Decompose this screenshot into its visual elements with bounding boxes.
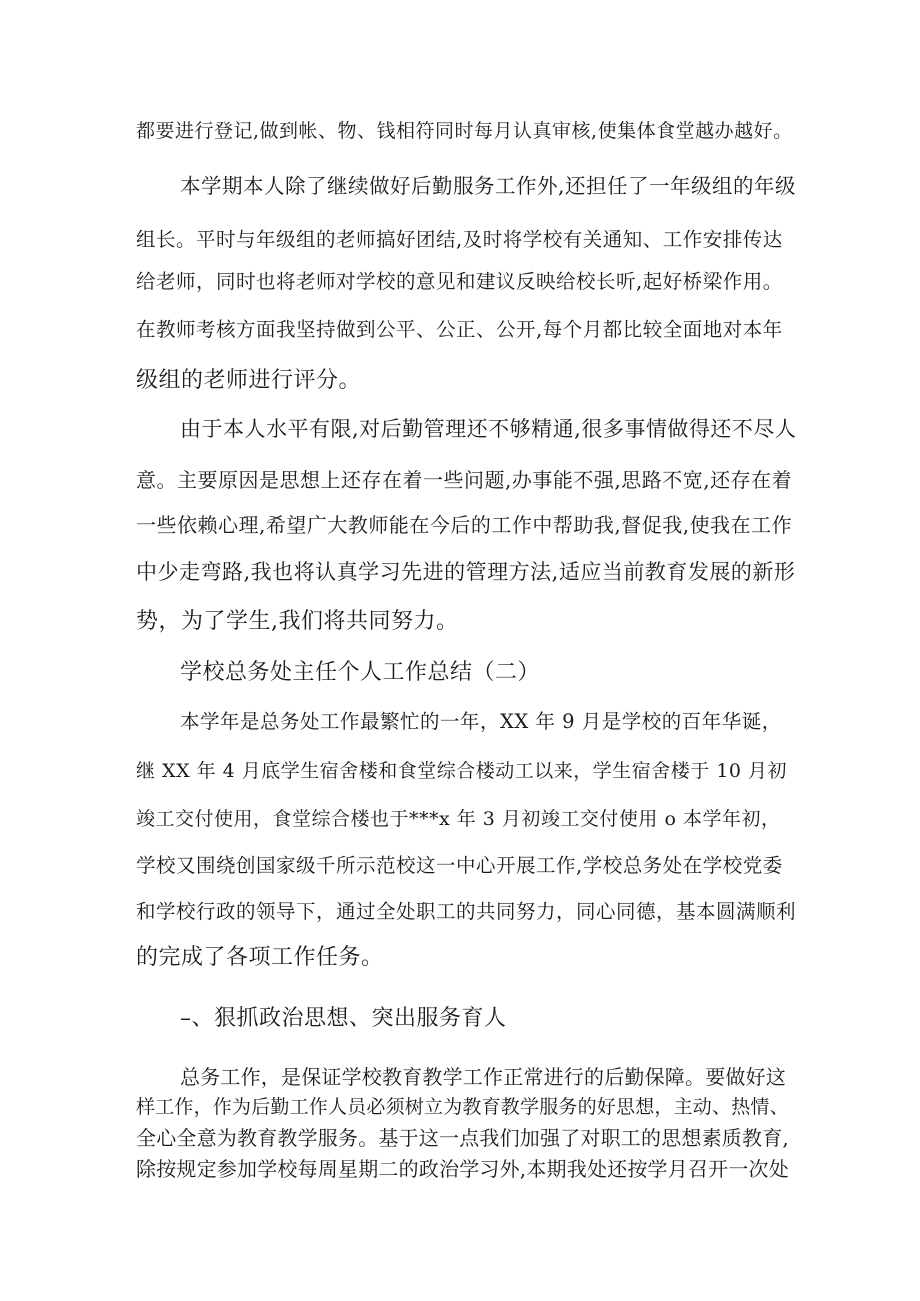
- text-line: 都要进行登记,做到帐、物、钱相符同时每月认真审核,使集体食堂越办越好。: [136, 120, 793, 142]
- paragraph-start: 本学年是总务处工作最繁忙的一年，XX 年 9 月是学校的百年华诞，: [180, 710, 782, 733]
- text-line: 势，为了学生,我们将共同努力。: [136, 609, 459, 634]
- text-line: 一些依赖心理,希望广大教师能在今后的工作中帮助我,督促我,使我在工作: [136, 513, 793, 537]
- text-line: 中少走弯路,我也将认真学习先进的管理方法,适应当前教育发展的新形: [136, 560, 796, 584]
- text-line: 竣工交付使用，食堂综合楼也于***x 年 3 月初竣工交付使用 o 本学年初，: [136, 808, 781, 830]
- text-line: 在教师考核方面我坚持做到公平、公正、公开,每个月都比较全面地对本年: [136, 318, 783, 341]
- text-line: 学校又围绕创国家级千所示范校这一中心开展工作,学校总务处在学校党委: [136, 854, 783, 877]
- paragraph-start: 总务工作，是保证学校教育教学工作正常进行的后勤保障。要做好这: [180, 1065, 786, 1089]
- paragraph-start: 本学期本人除了继续做好后勤服务工作外,还担任了一年级组的年级: [180, 174, 796, 198]
- text-line: 和学校行政的领导下，通过全处职工的共同努力，同心同德，基本圆满顺利: [136, 900, 796, 923]
- section-title: 学校总务处主任个人工作总结（二）: [180, 660, 541, 685]
- text-line: 组长。平时与年级组的老师搞好团结,及时将学校有关通知、工作安排传达: [136, 228, 783, 251]
- text-line: 继 XX 年 4 月底学生宿舍楼和食堂综合楼动工以来，学生宿舍楼于 10 月初: [136, 760, 788, 782]
- paragraph-start: 由于本人水平有限,对后勤管理还不够精通,很多事情做得还不尽人: [180, 417, 796, 441]
- text-line: 全心全意为教育教学服务。基于这一点我们加强了对职工的思想素质教育,: [136, 1126, 789, 1150]
- text-line: 意。主要原因是思想上还存在着一些问题,办事能不强,思路不宽,还存在着: [136, 468, 793, 492]
- section-heading: –、狠抓政治思想、突出服务育人: [180, 1006, 507, 1031]
- text-line: 除按规定参加学校每周星期二的政治学习外,本期我处还按学月召开一次处: [136, 1157, 789, 1181]
- text-line: 级组的老师进行评分。: [136, 368, 362, 393]
- text-line: 样工作，作为后勤工作人员必须树立为教育教学服务的好思想，主动、热情、: [136, 1096, 789, 1118]
- text-line: 给老师，同时也将老师对学校的意见和建议反映给校长听,起好桥梁作用。: [136, 270, 783, 293]
- text-line: 的完成了各项工作任务。: [136, 945, 384, 970]
